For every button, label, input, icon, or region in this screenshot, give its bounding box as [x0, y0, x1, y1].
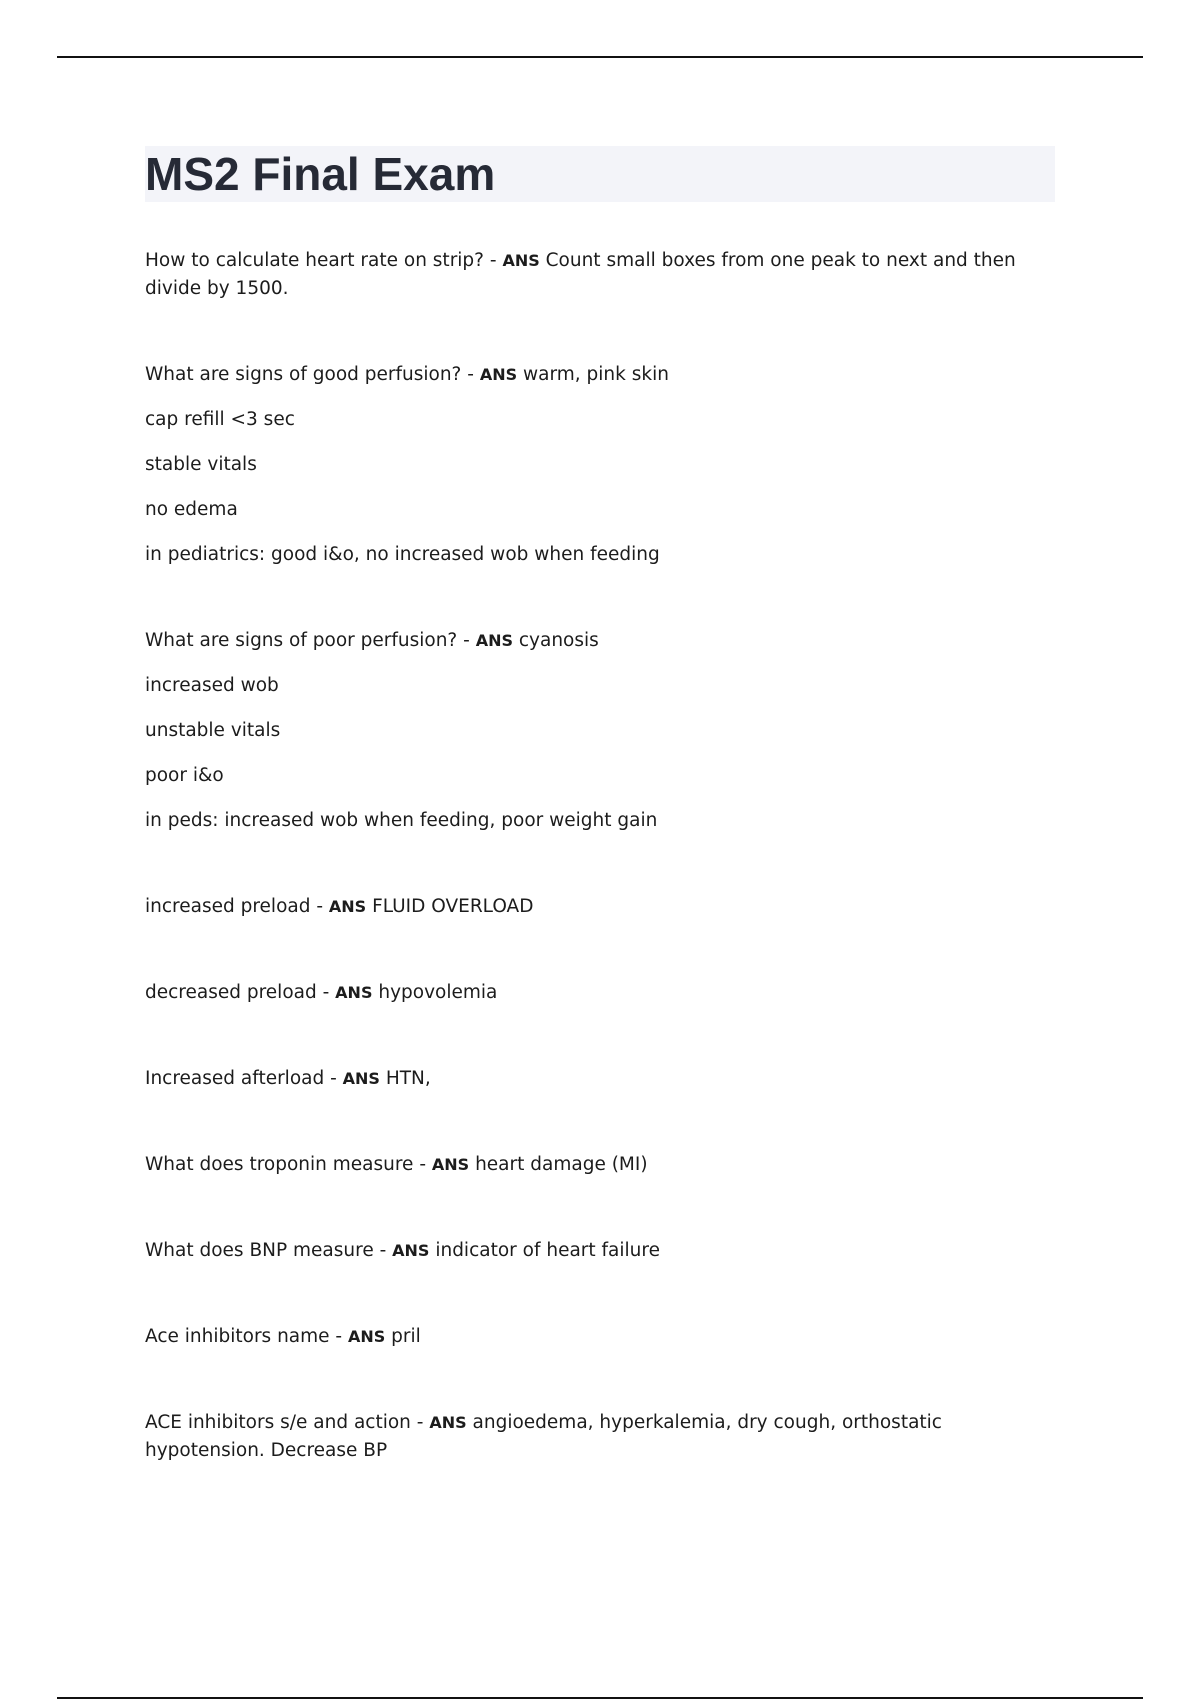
answer-text: HTN, — [385, 1068, 431, 1089]
separator: - — [461, 364, 480, 385]
qa-item — [145, 361, 1055, 569]
separator: - — [329, 1326, 348, 1347]
qa-item — [145, 893, 1055, 921]
ans-label: ANS — [328, 897, 367, 916]
qa-line — [145, 979, 1055, 1007]
qa-list — [145, 247, 1055, 1465]
question-text: What does BNP measure — [145, 1240, 374, 1261]
qa-item — [145, 979, 1055, 1007]
qa-line — [145, 627, 1055, 655]
qa-item — [145, 1237, 1055, 1265]
ans-label: ANS — [392, 1241, 430, 1260]
qa-line — [145, 1237, 1055, 1265]
question-text: What are signs of poor perfusion? — [145, 630, 458, 651]
separator: - — [410, 1412, 430, 1433]
answer-text: warm, pink skin — [523, 364, 669, 385]
question-text: How to calculate heart rate on strip? — [145, 250, 484, 271]
separator: - — [310, 896, 329, 917]
qa-item — [145, 1409, 1055, 1465]
qa-line — [145, 361, 1055, 389]
top-rule — [57, 56, 1143, 58]
answer-text: angioedema, hyperkalemia, dry cough, orthostatic hypotension. Decrease BP — [145, 1412, 942, 1461]
answer-text: hypovolemia — [378, 982, 498, 1003]
question-text: What does troponin measure — [145, 1154, 414, 1175]
answer-continuation: unstable vitals — [145, 720, 281, 741]
separator: - — [457, 630, 476, 651]
question-text: ACE inhibitors s/e and action — [145, 1412, 411, 1433]
separator: - — [373, 1240, 393, 1261]
answer-text: cyanosis — [518, 630, 599, 651]
question-text: Increased afterload — [145, 1068, 325, 1089]
ans-label: ANS — [431, 1155, 470, 1174]
answer-text: heart damage (MI) — [475, 1154, 648, 1175]
qa-item — [145, 1323, 1055, 1351]
answer-continuation: stable vitals — [145, 454, 257, 475]
answer-continuation: cap refill <3 sec — [145, 409, 295, 430]
bottom-rule — [57, 1697, 1143, 1699]
page-title: MS2 Final Exam — [145, 148, 496, 200]
ans-label: ANS — [429, 1413, 467, 1432]
qa-line — [145, 1151, 1055, 1179]
qa-line — [145, 893, 1055, 921]
page-content — [145, 146, 1055, 1465]
qa-item — [145, 1151, 1055, 1179]
separator: - — [316, 982, 336, 1003]
qa-line — [145, 1409, 1055, 1465]
ans-label: ANS — [335, 983, 373, 1002]
ans-label: ANS — [342, 1069, 380, 1088]
qa-item — [145, 627, 1055, 835]
answer-continuation: increased wob — [145, 675, 279, 696]
title-banner — [145, 146, 1055, 202]
qa-line — [145, 1323, 1055, 1351]
ans-label: ANS — [479, 365, 518, 384]
ans-label: ANS — [475, 631, 513, 650]
ans-label: ANS — [347, 1327, 386, 1346]
question-text: What are signs of good perfusion? — [145, 364, 462, 385]
answer-continuation: poor i&o — [145, 765, 224, 786]
qa-item — [145, 247, 1055, 303]
question-text: Ace inhibitors name — [145, 1326, 330, 1347]
separator: - — [324, 1068, 343, 1089]
answer-continuation: in pediatrics: good i&o, no increased wob when feeding — [145, 544, 660, 565]
answer-text: FLUID OVERLOAD — [372, 896, 534, 917]
question-text: increased preload — [145, 896, 311, 917]
qa-item — [145, 1065, 1055, 1093]
ans-label: ANS — [502, 251, 540, 270]
answer-continuation: no edema — [145, 499, 238, 520]
separator: - — [484, 250, 503, 271]
question-text: decreased preload — [145, 982, 317, 1003]
answer-text: pril — [391, 1326, 421, 1347]
answer-continuation: in peds: increased wob when feeding, poor weight gain — [145, 810, 658, 831]
qa-line — [145, 247, 1055, 303]
answer-text: indicator of heart failure — [435, 1240, 660, 1261]
separator: - — [413, 1154, 432, 1175]
qa-line — [145, 1065, 1055, 1093]
answer-text: Count small boxes from one peak to next and then divide by 1500. — [145, 250, 1016, 299]
